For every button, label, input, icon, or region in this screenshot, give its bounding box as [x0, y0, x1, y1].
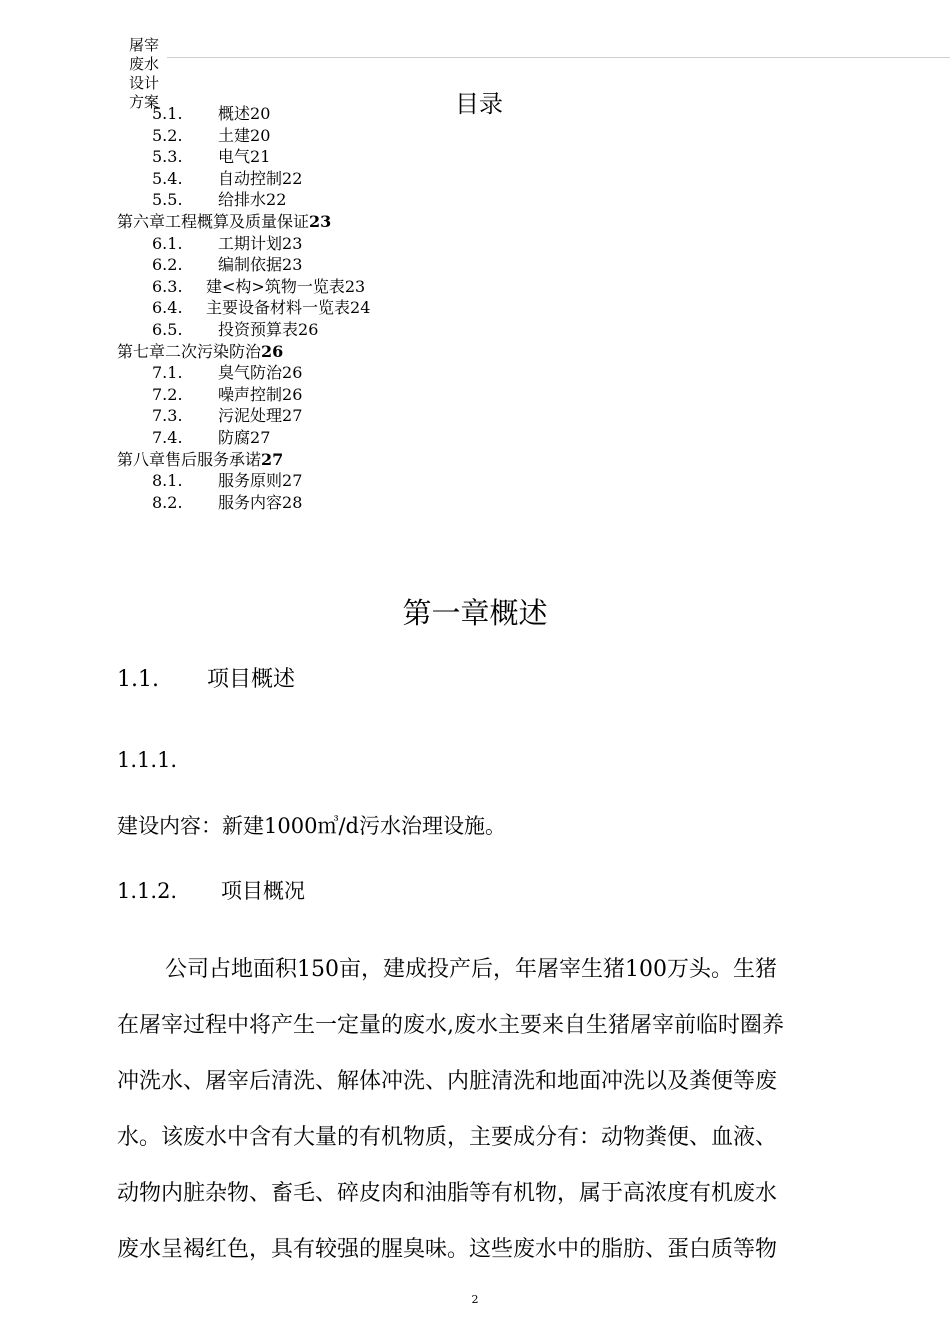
toc-entry-title: 臭气防治	[218, 363, 283, 383]
toc-entry-title: 电气	[218, 147, 251, 167]
toc-entry-title: 编制依据	[218, 255, 283, 275]
construction-label: 建设内容：	[117, 814, 222, 838]
toc-section-entry[interactable]	[152, 104, 270, 124]
toc-entry-title: 工期计划	[218, 233, 283, 253]
toc-entry-title: 给排水	[218, 190, 267, 210]
toc-entry-page: 28	[282, 492, 303, 512]
toc-entry-number: 8.1.	[152, 471, 183, 491]
paragraph-line: 水。该废水中含有大量的有机物质，主要成分有：动物粪便、血液、	[117, 1125, 778, 1150]
section-title: 项目概述	[207, 667, 296, 692]
toc-section-entry[interactable]	[152, 471, 302, 491]
toc-entry-number: 6.3.	[152, 276, 183, 296]
toc-entry-title: 防腐	[218, 428, 251, 447]
toc-entry-number: 7.4.	[152, 428, 183, 447]
toc-entry-page: 26	[298, 320, 319, 339]
toc-entry-title: 土建	[218, 125, 251, 145]
toc-entry-page: 23	[309, 212, 332, 231]
section-number: 1.1.1.	[117, 748, 178, 772]
toc-entry-page: 22	[266, 190, 287, 210]
toc-entry-page: 24	[350, 298, 371, 318]
toc-entry-number: 8.2.	[152, 492, 183, 512]
toc-section-entry[interactable]	[152, 363, 302, 383]
toc-entry-title: 第七章二次污染防治	[117, 341, 262, 361]
toc-entry-number: 7.1.	[152, 363, 183, 383]
toc-section-entry[interactable]	[152, 298, 370, 318]
toc-entry-number: 6.1.	[152, 233, 183, 253]
toc-entry-title: 噪声控制	[218, 384, 283, 404]
toc-entry-title: 第八章售后服务承诺	[117, 449, 262, 469]
toc-section-entry[interactable]	[152, 255, 302, 275]
toc-heading: 目录	[455, 90, 503, 118]
construction-content	[117, 812, 506, 840]
toc-entry-number: 6.5.	[152, 320, 183, 339]
toc-entry-title: 投资预算表	[218, 320, 299, 339]
toc-entry-page: 27	[282, 406, 303, 426]
toc-entry-number: 7.2.	[152, 384, 183, 404]
section-number: 1.1.	[117, 667, 159, 692]
toc-section-entry[interactable]	[152, 493, 302, 513]
toc-entry-page: 27	[282, 471, 303, 491]
section-1-1-heading	[117, 666, 295, 694]
paragraph-line: 废水呈褐红色，具有较强的腥臭味。这些废水中的脂肪、蛋白质等物	[117, 1237, 778, 1262]
toc-section-entry[interactable]	[152, 428, 270, 448]
toc-entry-number: 5.5.	[152, 190, 183, 210]
toc-entry-page: 20	[250, 125, 271, 145]
section-number: 1.1.2.	[117, 879, 178, 903]
construction-text: 新建1000㎥/d污水治理设施。	[222, 814, 506, 838]
toc-entry-number: 5.2.	[152, 125, 183, 145]
toc-section-entry[interactable]	[152, 169, 302, 189]
toc-entry-title: 概述	[218, 104, 251, 123]
paragraph-line: 动物内脏杂物、畜毛、碎皮肉和油脂等有机物，属于高浓度有机废水	[117, 1181, 778, 1206]
toc-section-entry[interactable]	[152, 147, 270, 167]
toc-entry-page: 26	[282, 363, 303, 383]
toc-section-entry[interactable]	[152, 234, 302, 254]
toc-chapter-entry[interactable]	[117, 212, 331, 232]
toc-entry-title: 第六章工程概算及质量保证	[117, 212, 310, 231]
toc-chapter-entry[interactable]	[117, 342, 283, 362]
toc-entry-number: 6.2.	[152, 255, 183, 275]
toc-section-entry[interactable]	[152, 277, 365, 297]
toc-entry-number: 6.4.	[152, 298, 183, 318]
toc-entry-page: 27	[261, 449, 284, 469]
toc-entry-page: 26	[282, 384, 303, 404]
toc-entry-number: 7.3.	[152, 406, 183, 426]
toc-entry-number: 5.1.	[152, 104, 183, 123]
toc-entry-number: 5.3.	[152, 147, 183, 167]
toc-entry-title: 服务内容	[218, 492, 283, 512]
document-header-title: 屠宰废水设计方案	[129, 36, 160, 111]
paragraph-line: 冲洗水、屠宰后清洗、解体冲洗、内脏清洗和地面冲洗以及粪便等废	[117, 1069, 778, 1094]
toc-entry-page: 23	[282, 255, 303, 275]
toc-section-entry[interactable]	[152, 406, 302, 426]
toc-entry-page: 23	[344, 276, 366, 296]
section-title: 项目概况	[221, 879, 305, 903]
toc-section-entry[interactable]	[152, 385, 302, 405]
chapter-title: 第一章概述	[402, 596, 548, 630]
section-1-1-1-heading	[117, 746, 221, 774]
toc-entry-page: 26	[261, 341, 284, 361]
toc-section-entry[interactable]	[152, 126, 270, 146]
toc-entry-title: 服务原则	[218, 471, 283, 491]
toc-entry-page: 23	[282, 233, 303, 253]
page-number: 2	[471, 1293, 479, 1306]
project-overview-paragraph	[117, 942, 839, 1278]
toc-entry-title: 建<构>筑物一览表	[206, 276, 345, 296]
toc-entry-title: 主要设备材料一览表	[206, 298, 351, 318]
toc-section-entry[interactable]	[152, 190, 286, 210]
paragraph-line: 公司占地面积150亩，建成投产后，年屠宰生猪100万头。生猪	[165, 957, 777, 982]
header-divider	[167, 57, 950, 58]
section-1-1-2-heading	[117, 877, 305, 905]
toc-entry-page: 21	[250, 147, 271, 167]
toc-entry-title: 自动控制	[218, 168, 283, 188]
toc-section-entry[interactable]	[152, 320, 318, 340]
toc-entry-page: 22	[282, 168, 303, 188]
toc-entry-page: 20	[250, 104, 271, 123]
toc-entry-number: 5.4.	[152, 168, 183, 188]
toc-entry-page: 27	[250, 428, 271, 447]
toc-chapter-entry[interactable]	[117, 450, 283, 470]
toc-entry-title: 污泥处理	[218, 406, 283, 426]
paragraph-line: 在屠宰过程中将产生一定量的废水,废水主要来自生猪屠宰前临时圈养	[117, 1013, 784, 1038]
